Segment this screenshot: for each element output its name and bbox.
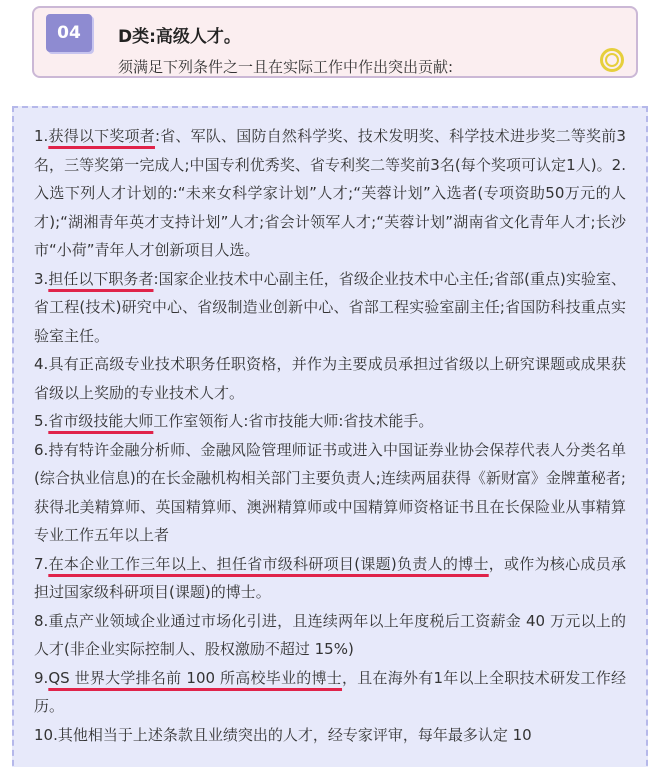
decorative-circle-icon [600, 48, 624, 72]
condition-item-9 [34, 664, 626, 721]
condition-item-5 [34, 407, 626, 436]
item-prefix: 5. [34, 412, 49, 430]
highlighted-text: 省市级技能大师 [48, 412, 154, 430]
item-body: ，且在海外有1年以上全职技术研发工作经历。 [34, 668, 626, 715]
conditions-list [12, 106, 648, 767]
item-prefix: 1. [34, 127, 49, 145]
section-number-badge: 04 [46, 14, 92, 52]
item-body: 4.具有正高级专业技术职务任职资格，并作为主要成员承担过省级以上研究课题或成果获省级以上奖励的专业技术人才。 [34, 355, 626, 402]
highlighted-text: 在本企业工作三年以上、担任省市级科研项目(课题)负责人的博士 [48, 554, 489, 573]
highlighted-text: 担任以下职务者 [48, 269, 154, 288]
item-prefix: 9. [34, 668, 49, 687]
item-prefix: 7. [34, 554, 49, 573]
highlighted-text: 获得以下奖项者 [48, 127, 155, 145]
condition-item-1 [34, 122, 626, 265]
category-header-card [32, 6, 638, 78]
item-body: 10.其他相当于上述条款且业绩突出的人才，经专家评审，每年最多认定 10 [34, 725, 532, 744]
item-prefix: 3. [34, 269, 49, 288]
condition-item-10 [34, 721, 626, 750]
item-body: 工作室领衔人:省市技能大师:省技术能手。 [153, 412, 434, 430]
condition-item-8 [34, 607, 626, 664]
category-subtitle: 须满足下列条件之一且在实际工作中作出突出贡献: [118, 58, 454, 76]
item-body: 6.持有特许金融分析师、金融风险管理师证书或进入中国证券业协会保荐代表人分类名单(综合执业信息)的在长金融机构相关部门主要负责人;连续两届获得《新财富》金牌董秘者;获得北美精算师、英国精算师、澳洲精算师或中国精算师资格证书且在长保险业从事精算专业工作五年以上者 [34, 440, 626, 544]
highlighted-text: QS 世界大学排名前 100 所高校毕业的博士 [48, 668, 343, 687]
condition-item-7 [34, 550, 626, 607]
item-body: :国家企业技术中心副主任，省级企业技术中心主任;省部(重点)实验室、省工程(技术)研究中心、省级制造业创新中心、省部工程实验室副主任;省国防科技重点实验室主任。 [34, 269, 626, 345]
item-body: :省、军队、国防自然科学奖、技术发明奖、科学技术进步奖二等奖前3名，三等奖第一完成人;中国专利优秀奖、省专利奖二等奖前3名(每个奖项可认定1人)。2.入选下列人才计划的:“未来女科学家计划”人才;“芙蓉计划”入选者(专项资助50万元的人才);“湖湘青年英才支持计划”人才;省会计领军人才;“芙蓉计划”湖南省文化青年人才;长沙市“小荷”青年人才创新项目人选。 [34, 127, 626, 259]
condition-item-3 [34, 265, 626, 351]
item-body: ，或作为核心成员承担过国家级科研项目(课题)的博士。 [34, 554, 626, 601]
condition-item-4 [34, 350, 626, 407]
condition-item-6 [34, 436, 626, 550]
item-body: 8.重点产业领域企业通过市场化引进，且连续两年以上年度税后工资薪金 40 万元以上的人才(非企业实际控制人、股权激励不超过 15%) [34, 611, 626, 658]
category-title: D类:高级人才。 [118, 27, 241, 47]
